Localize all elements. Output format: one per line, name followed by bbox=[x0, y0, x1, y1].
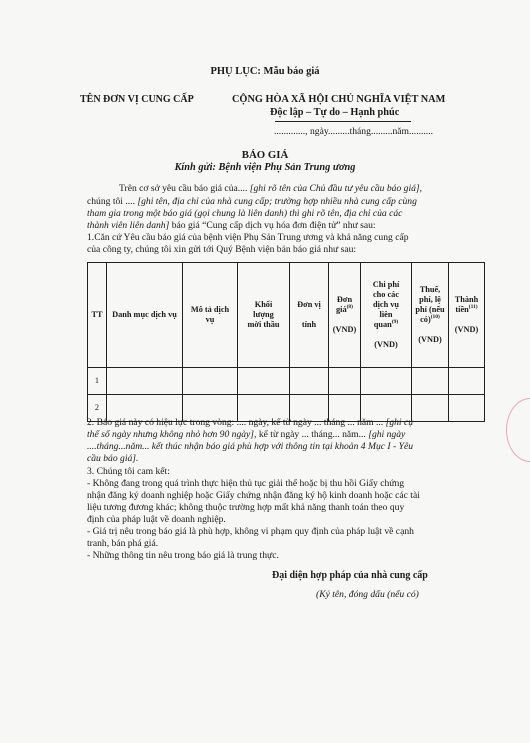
quotation-table bbox=[87, 262, 485, 422]
cell-empty bbox=[290, 368, 329, 395]
cell-empty bbox=[449, 368, 485, 395]
col-tax-fees: Thuế, phí, lệ phí (nếu có)$^{(10)}$ (VND) bbox=[412, 263, 449, 368]
cell-empty bbox=[183, 368, 238, 395]
table-row bbox=[88, 368, 485, 395]
col-tt: TT bbox=[88, 263, 107, 368]
commitment-line-2: nhận đăng ký doanh nghiệp hoặc Giấy chứng nhận đăng ký hộ kinh doanh hoặc các tài bbox=[87, 490, 420, 501]
intro-line-5: 1.Căn cứ Yêu cầu báo giá của bệnh viện Phụ Sản Trung ương và khả năng cung cấp bbox=[87, 232, 409, 243]
row-number: 1 bbox=[88, 368, 107, 395]
col-unit: Đơn vị tính bbox=[290, 263, 329, 368]
validity-line-2: thể số ngày nhưng không nhỏ hơn 90 ngày], kể từ ngày ... tháng... năm... [ghi ngày bbox=[87, 429, 406, 440]
motto-underline bbox=[275, 121, 411, 122]
cell-empty bbox=[238, 368, 290, 395]
recipient-line: Kính gửi: Bệnh viện Phụ Sản Trung ương bbox=[174, 162, 356, 173]
commitment-line-4: định của pháp luật về doanh nghiệp. bbox=[87, 514, 226, 525]
intro-line-6: của công ty, chúng tôi xin gửi tới Quý Bệnh viện bản báo giá như sau: bbox=[87, 244, 357, 255]
validity-line-1: 2. Báo giá này có hiệu lực trong vòng: .... ngày, kể từ ngày ... tháng ... năm ... [ghi cụ bbox=[87, 417, 414, 428]
intro-line-1: Trên cơ sở yêu cầu báo giá của.... [ghi rõ tên của Chủ đầu tư yêu cầu báo giá], bbox=[119, 183, 423, 194]
cell-empty bbox=[412, 395, 449, 422]
col-total: Thành tiền$^{(11)}$ (VND) bbox=[449, 263, 485, 368]
validity-line-4: cầu báo giá]. bbox=[87, 453, 139, 464]
col-volume: Khối lượng mời thầu bbox=[238, 263, 290, 368]
date-line: ............., ngày.........tháng.........năm.......... bbox=[274, 126, 433, 137]
document-title: BÁO GIÁ bbox=[241, 149, 289, 161]
cell-empty bbox=[329, 368, 361, 395]
commitment-line-3: liệu tương đương khác; không thuộc trường hợp mất khả năng thanh toán theo quy bbox=[87, 502, 405, 513]
commitment-heading: 3. Chúng tôi cam kết: bbox=[87, 466, 170, 477]
intro-line-2: chúng tôi .... [ghi tên, địa chỉ của nhà cung cấp; trường hợp nhiều nhà cung cấp cùng bbox=[87, 196, 417, 207]
validity-line-3: ....tháng...năm... kết thúc nhận báo giá phù hợp với thông tin tại khoản 4 Mục I - Yêu bbox=[87, 441, 413, 452]
supplier-unit-name: TÊN ĐƠN VỊ CUNG CẤP bbox=[80, 94, 194, 105]
cell-empty bbox=[449, 395, 485, 422]
signature-role: Đại diện hợp pháp của nhà cung cấp bbox=[272, 570, 428, 581]
commitment-line-6: tranh, bán phá giá. bbox=[87, 538, 159, 549]
col-description: Mô tả dịch vụ bbox=[183, 263, 238, 368]
cell-empty bbox=[361, 368, 412, 395]
signature-note: (Ký tên, đóng dấu (nếu có) bbox=[316, 589, 419, 600]
commitment-line-5: - Giá trị nêu trong báo giá là phù hợp, không vi phạm quy định của pháp luật về cạnh bbox=[87, 526, 414, 537]
commitment-line-7: - Những thông tin nêu trong báo giá là trung thực. bbox=[87, 550, 279, 561]
table-header-row bbox=[88, 263, 485, 368]
appendix-title: PHỤ LỤC: Mẫu báo giá bbox=[210, 66, 320, 77]
intro-line-4: thành viên liên danh] báo giá “Cung cấp dịch vụ hóa đơn điện tử” như sau: bbox=[87, 220, 376, 231]
col-service: Danh mục dịch vụ bbox=[107, 263, 183, 368]
national-title: CỘNG HÒA XÃ HỘI CHỦ NGHĨA VIỆT NAM bbox=[232, 94, 446, 105]
intro-line-3: tham gia trong một báo giá (gọi chung là liên danh) thì ghi rõ tên, địa chỉ của các bbox=[87, 208, 403, 219]
row-number: 2 bbox=[88, 395, 107, 422]
col-related-costs: Chi phí cho các dịch vụ liên quan$^{(9)}$ (VND) bbox=[361, 263, 412, 368]
commitment-line-1: - Không đang trong quá trình thực hiện thủ tục giải thể hoặc bị thu hồi Giấy chứng bbox=[87, 478, 405, 489]
stamp-mark bbox=[506, 398, 530, 462]
cell-empty bbox=[412, 368, 449, 395]
col-unit-price: Đơn giá$^{(8)}$ (VND) bbox=[329, 263, 361, 368]
national-motto: Độc lập – Tự do – Hạnh phúc bbox=[270, 107, 400, 118]
cell-empty bbox=[107, 368, 183, 395]
